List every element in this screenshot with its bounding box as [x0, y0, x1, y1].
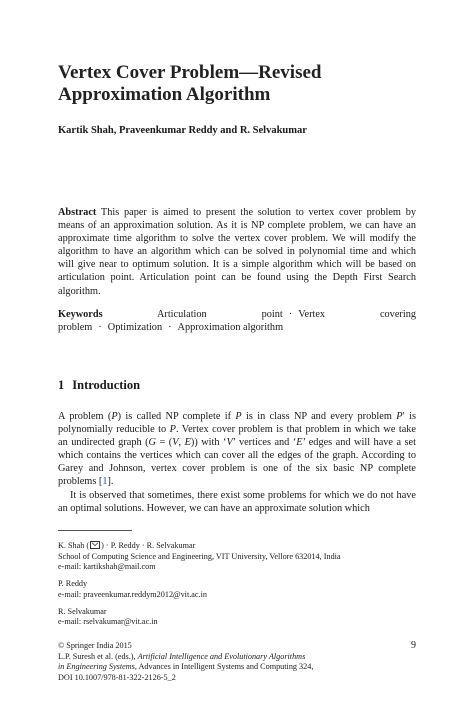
keyword: Articulation point [156, 309, 283, 320]
citation-link[interactable]: 1 [102, 476, 108, 488]
abstract-text: This paper is aimed to present the solution to vertex cover problem by means of an approximation solution. As it is NP complete problem, we can have an approximate time algorithm to solve the vertex cover problem. We will modify the algorithm to have an algorithm which can be solved in polynomial time and which will give near to optimum solution. It is a simple algorithm which will be based on articulation point. Articulation point can be found using the Depth First Search algorithm. [58, 207, 416, 297]
section-heading [58, 378, 416, 393]
section-number: 1 [58, 378, 65, 392]
keywords [58, 308, 416, 334]
footnote-divider [58, 530, 132, 531]
title-line-2: Approximation Algorithm [58, 84, 271, 105]
abstract [58, 206, 416, 298]
title-line-1: Vertex Cover Problem—Revised [58, 62, 322, 83]
author-list: Kartik Shah, Praveenkumar Reddy and R. Selvakumar [58, 125, 307, 136]
page-number: 9 [411, 640, 416, 651]
footnote-shah: K. Shah ( ) · P. Reddy · R. Selvakumar School of Computing Science and Engineering, VIT University, Vellore 632014, India e-mail: kartikshah@mail.com [58, 541, 416, 573]
keyword: Optimization [107, 322, 163, 334]
copyright: © Springer India 2015 [58, 641, 132, 650]
keyword: Vertex covering problem [58, 309, 416, 334]
paper-title [58, 62, 438, 106]
footnote-selvakumar [58, 607, 416, 628]
author-name: P. Reddy [58, 579, 88, 589]
email: e-mail: kartikshah@mail.com [58, 562, 156, 572]
footnote-reddy [58, 579, 416, 600]
abstract-label: Abstract [58, 207, 97, 218]
keyword-separator: · [98, 322, 102, 334]
author-name: R. Selvakumar [58, 606, 107, 616]
email: e-mail: rselvakumar@vit.ac.in [58, 617, 158, 627]
keywords-label: Keywords [58, 309, 103, 320]
doi: DOI 10.1007/978-81-322-2126-5_2 [58, 673, 176, 683]
keyword: Approximation algorithm [177, 322, 284, 334]
paragraph-1: A problem (P) is called NP complete if P is in class NP and every problem P′ is polynomially reducible to P. Vertex cover problem is that problem in which we take an undirected graph (G = (V, E)) with ‘V’ vertices and ‘E’ edges and will have a set which contains the vertices which can cover all the edges of the graph. According to Garey and Johnson, vertex cover problem is one of the six basic NP complete problems [1]. [58, 411, 417, 488]
section-title: Introduction [72, 378, 141, 392]
affiliation: School of Computing Science and Engineering, VIT University, Vellore 632014, India [58, 551, 341, 561]
author-footnotes [58, 541, 416, 634]
introduction-body [58, 410, 416, 515]
keyword-separator: · [168, 322, 172, 334]
envelope-icon [90, 541, 100, 549]
publication-info: 9 © Springer India 2015 L.P. Suresh et al. (eds.), Artificial Intelligence and Evolutionary Algorithms in Engineering Systems, Advances in Intelligent Systems and Computing 324, DOI 10.1007/978-81-322-2126-5_2 [58, 640, 416, 683]
paragraph-2: It is observed that sometimes, there exist some problems for which we do not have an optimal solutions. However, we can have an approximate solution which [58, 489, 416, 514]
email: e-mail: praveenkumar.reddym2012@vit.ac.in [58, 589, 207, 599]
keyword-separator: · [288, 309, 293, 320]
